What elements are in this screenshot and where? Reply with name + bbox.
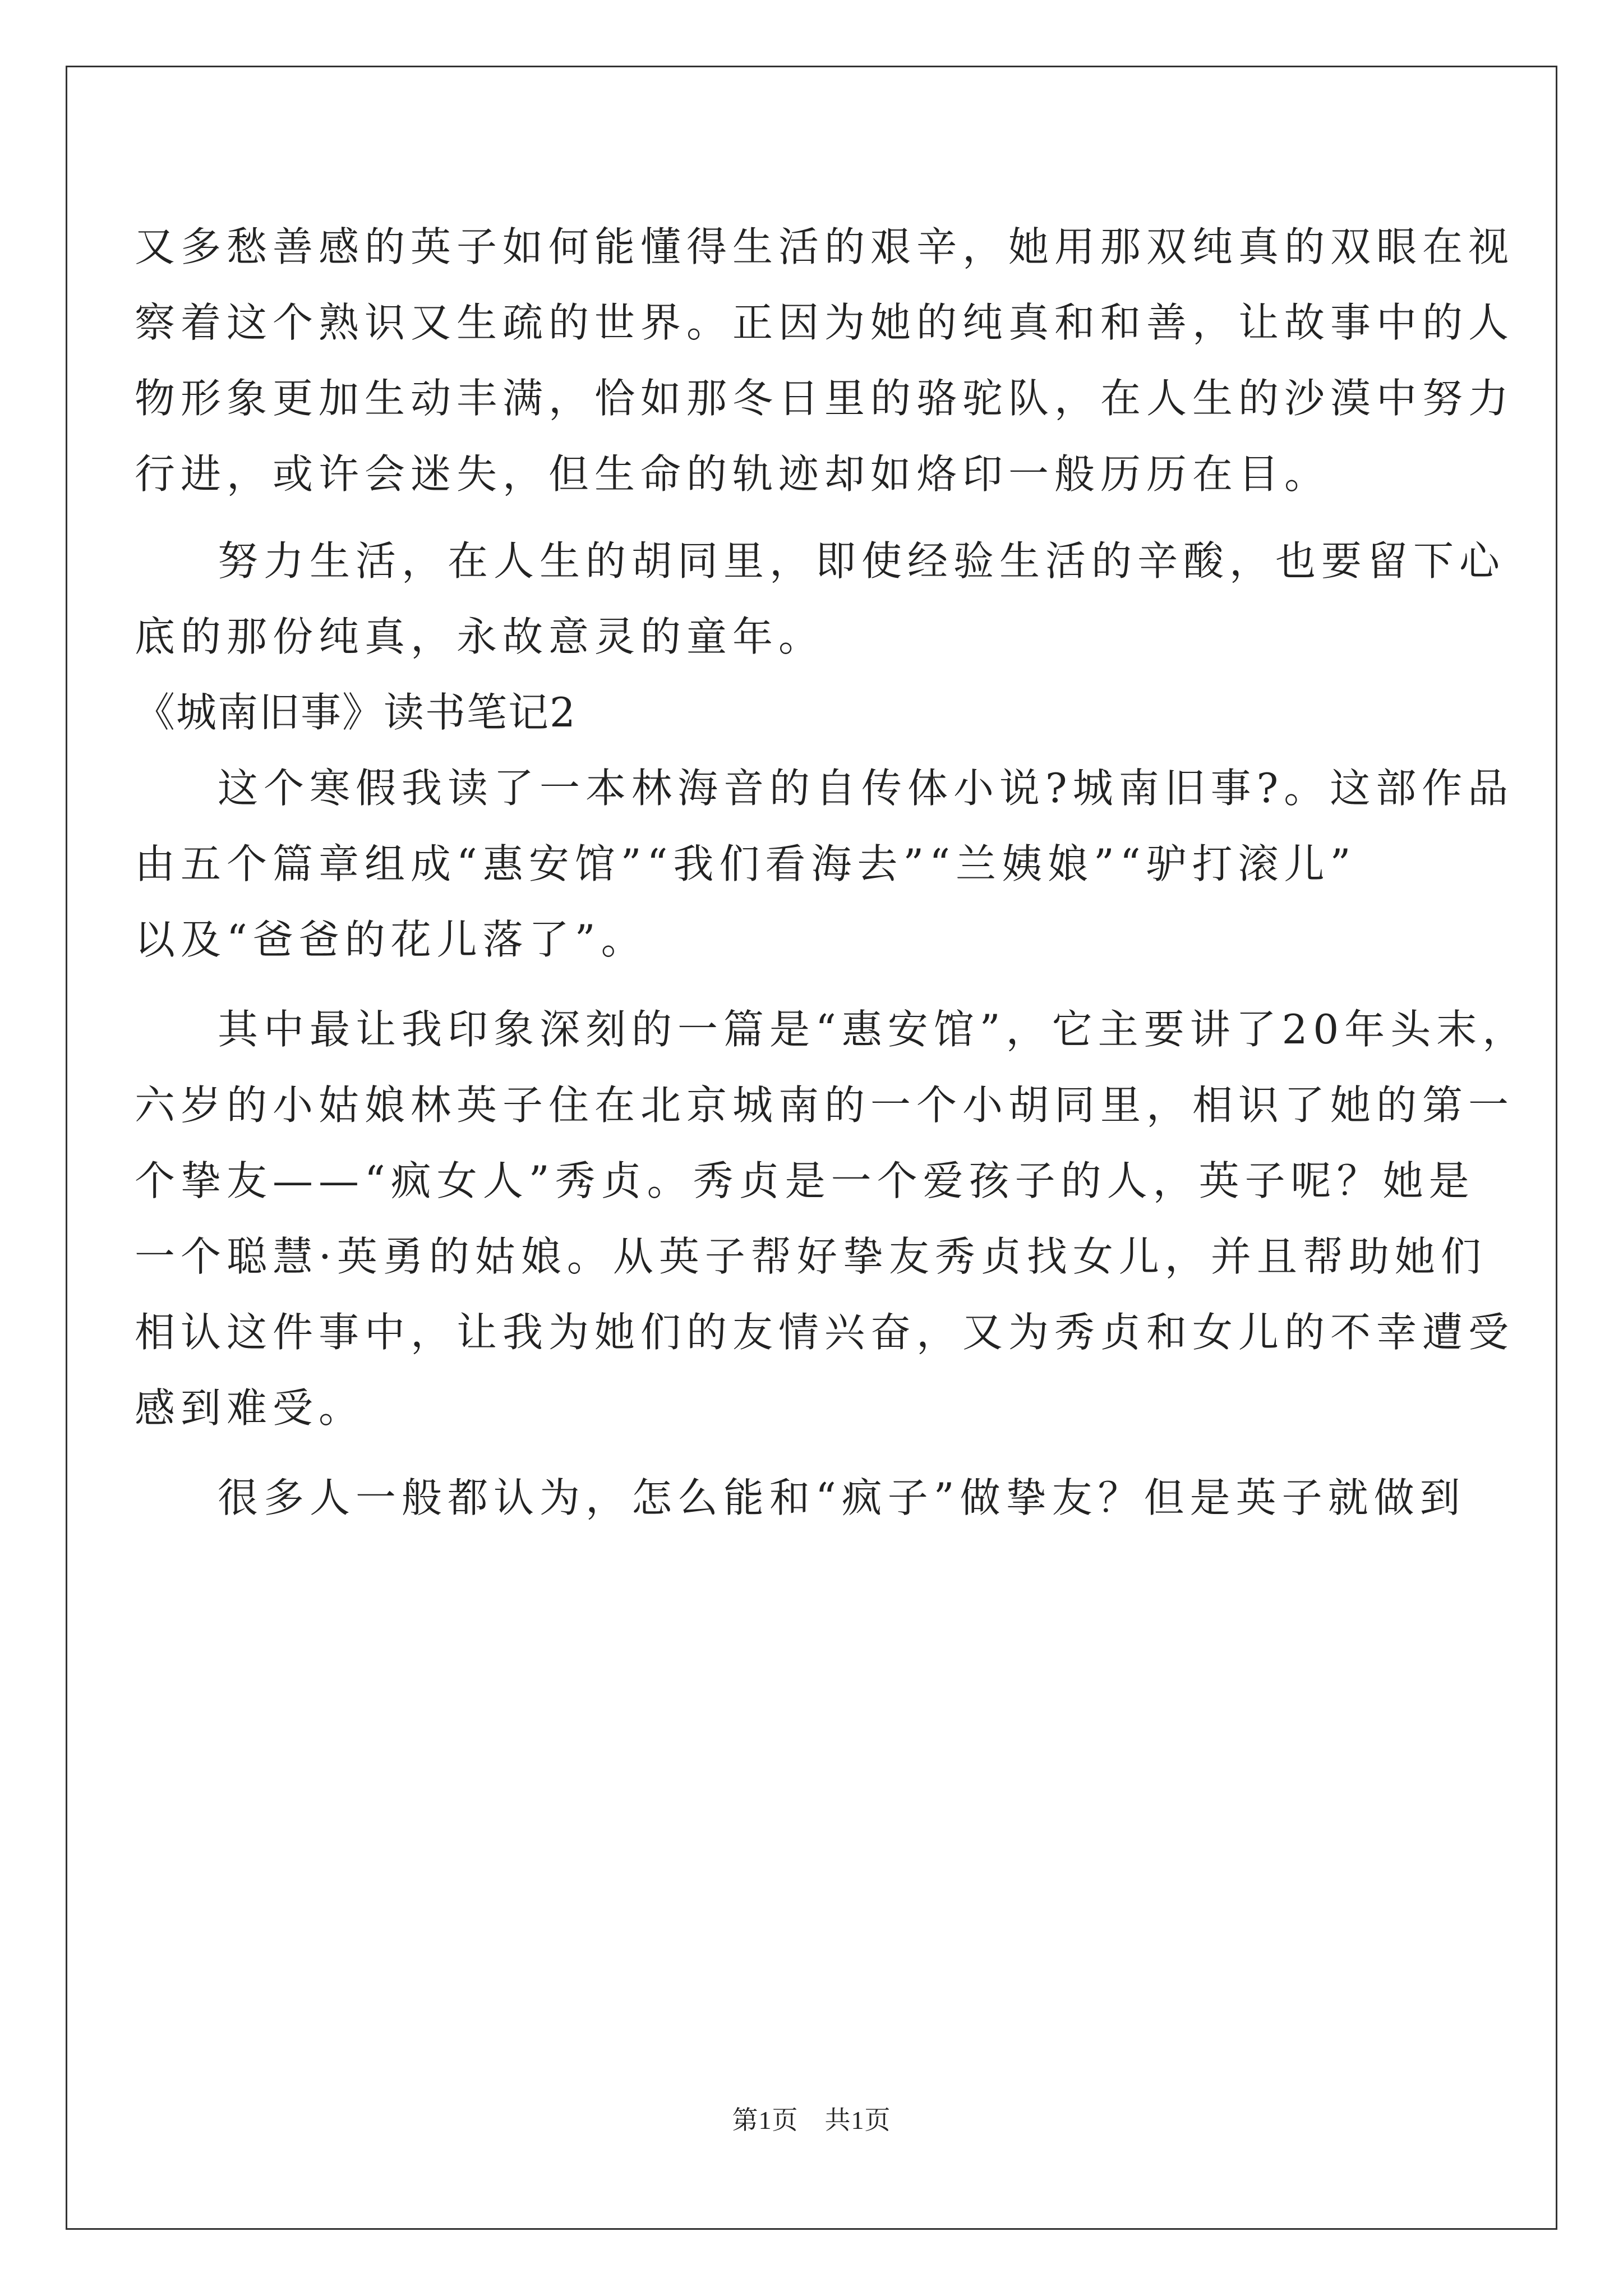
text-line: 六岁的小姑娘林英子住在北京城南的一个小胡同里，相识了她的第一 [135,1082,1515,1129]
text-line: 又多愁善感的英子如何能懂得生活的艰辛，她用那双纯真的双眼在视 [135,223,1515,270]
text-line: 相认这件事中，让我为她们的友情兴奋，又为秀贞和女儿的不幸遭受 [135,1309,1515,1356]
text-line: 这个寒假我读了一本林海音的自传体小说?城南旧事?。这部作品 [218,765,1514,812]
page-footer: 第1页 共1页 [732,2106,891,2134]
text-line: 一个聪慧·英勇的姑娘。从英子帮好挚友秀贞找女儿，并且帮助她们 [135,1233,1487,1280]
text-line: 感到难受。 [135,1384,365,1432]
text-line: 察着这个熟识又生疏的世界。正因为她的纯真和和善，让故事中的人 [135,299,1515,346]
text-line: 其中最让我印象深刻的一篇是“惠安馆”，它主要讲了20年头末， [218,1006,1529,1053]
text-line: 努力生活，在人生的胡同里，即使经验生活的辛酸，也要留下心 [218,537,1506,585]
text-line: 底的那份纯真，永故意灵的童年。 [135,613,825,660]
text-line: 物形象更加生动丰满，恰如那冬日里的骆驼队，在人生的沙漠中努力 [135,375,1515,422]
text-line: 以及“爸爸的花儿落了”。 [135,916,647,963]
text-line: 很多人一般都认为，怎么能和“疯子”做挚友？但是英子就做到 [218,1474,1466,1521]
text-line: 个挚友——“疯女人”秀贞。秀贞是一个爱孩子的人，英子呢？她是 [135,1157,1475,1204]
section-heading: 《城南旧事》读书笔记2 [135,689,577,736]
text-line: 由五个篇章组成“惠安馆”“我们看海去”“兰姨娘”“驴打滚儿” [135,840,1357,887]
text-line: 行进，或许会迷失，但生命的轨迹却如烙印一般历历在目。 [135,450,1331,498]
